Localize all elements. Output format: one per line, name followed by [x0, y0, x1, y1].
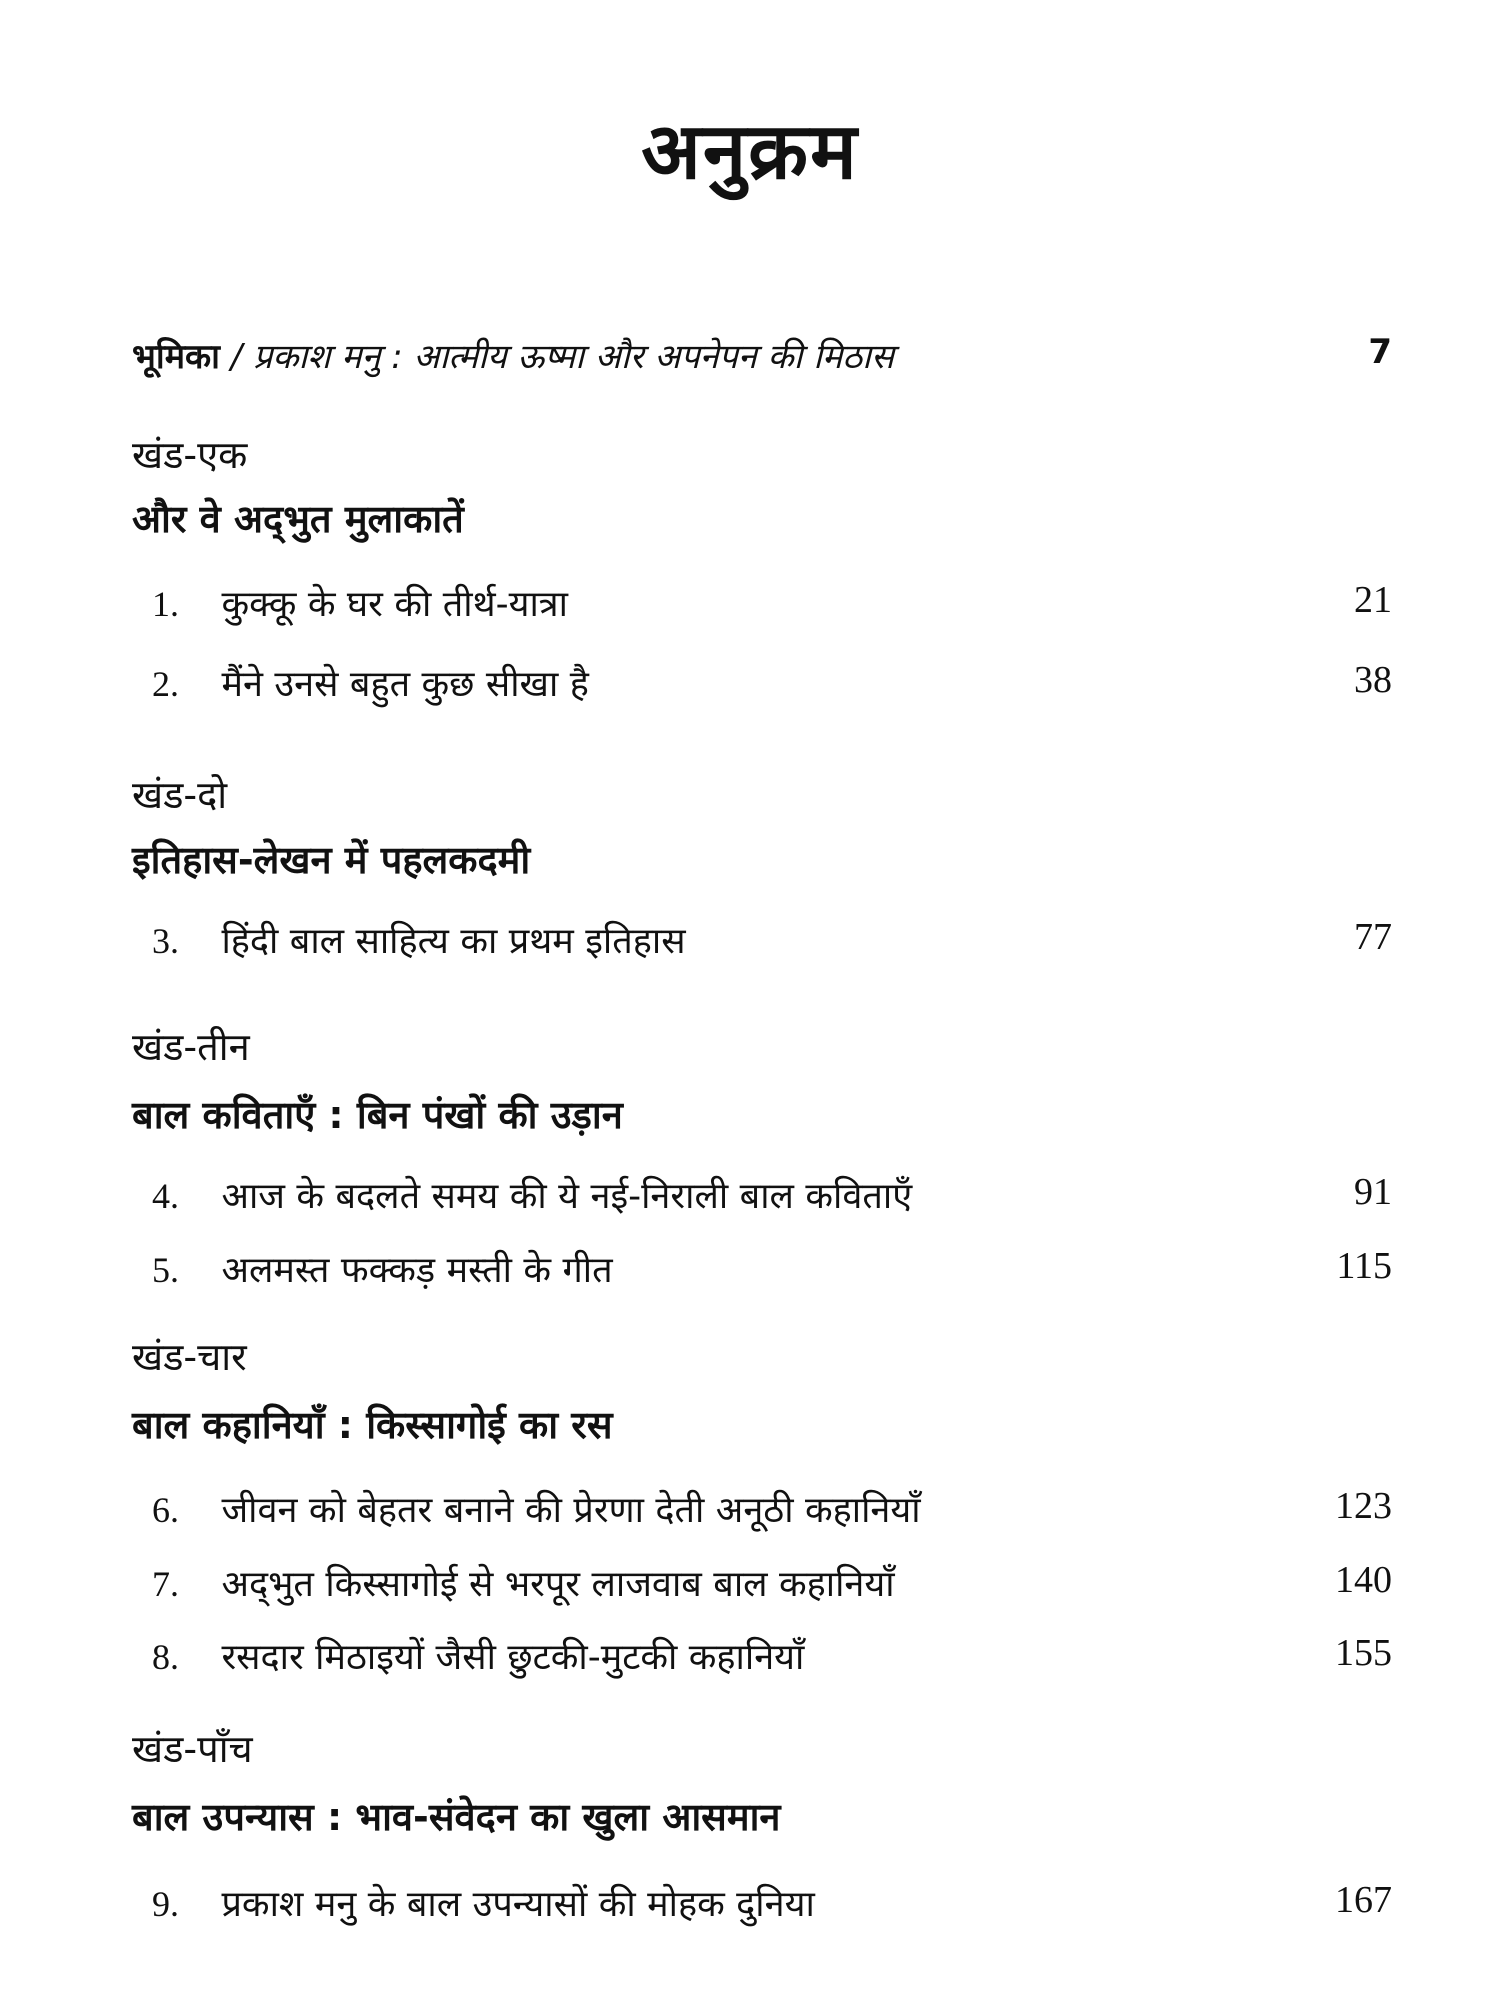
entry-number: 7. [152, 1564, 179, 1604]
intro-title: प्रकाश मनु : आत्मीय ऊष्मा और अपनेपन की मिठास [253, 337, 894, 377]
entry-number: 6. [152, 1490, 179, 1530]
entry-page-number: 123 [1335, 1485, 1392, 1527]
entry-page-number: 167 [1335, 1879, 1392, 1921]
entry-page-number: 155 [1335, 1632, 1392, 1674]
section-title: बाल कहानियाँ : किस्सागोई का रस [132, 1403, 613, 1447]
toc-entry [152, 1170, 1392, 1226]
entry-title: हिंदी बाल साहित्य का प्रथम इतिहास [221, 921, 686, 962]
entry-number: 1. [152, 584, 179, 624]
entry-title: कुक्कू के घर की तीर्थ-यात्रा [221, 584, 569, 625]
toc-entry [152, 658, 1392, 714]
entry-number: 8. [152, 1637, 179, 1677]
section-label: खंड-चार [132, 1335, 247, 1379]
section-label: खंड-तीन [132, 1025, 250, 1069]
intro-page-number: 7 [1368, 332, 1392, 372]
toc-entry [152, 578, 1392, 634]
entry-number: 5. [152, 1250, 179, 1290]
entry-number: 2. [152, 664, 179, 704]
toc-entry [152, 1244, 1392, 1300]
entry-page-number: 140 [1335, 1559, 1392, 1601]
entry-number: 4. [152, 1176, 179, 1216]
section-title: बाल उपन्यास : भाव-संवेदन का खुला आसमान [132, 1795, 781, 1839]
entry-page-number: 21 [1354, 579, 1392, 621]
entry-title: अद्‌भुत किस्सागोई से भरपूर लाजवाब बाल कहानियाँ [221, 1564, 895, 1605]
toc-entry [152, 1484, 1392, 1540]
entry-title: अलमस्त फक्कड़ मस्ती के गीत [221, 1250, 613, 1291]
entry-title: मैंने उनसे बहुत कुछ सीखा है [221, 664, 589, 705]
toc-entry [152, 915, 1392, 971]
intro-entry [132, 332, 1392, 392]
entry-number: 9. [152, 1884, 179, 1924]
page-title: अनुक्रम [641, 107, 859, 197]
section-label: खंड-दो [132, 773, 228, 817]
entry-title: आज के बदलते समय की ये नई-निराली बाल कविताएँ [221, 1176, 913, 1217]
entry-page-number: 91 [1354, 1171, 1392, 1213]
entry-page-number: 77 [1354, 916, 1392, 958]
toc-entry [152, 1878, 1392, 1934]
entry-title: रसदार मिठाइयों जैसी छुटकी-मुटकी कहानियाँ [221, 1637, 805, 1678]
intro-separator: / [230, 337, 243, 377]
entry-title: जीवन को बेहतर बनाने की प्रेरणा देती अनूठी कहानियाँ [221, 1490, 921, 1531]
toc-entry [152, 1631, 1392, 1687]
section-label: खंड-पाँच [132, 1727, 253, 1771]
section-title: और वे अद्‌भुत मुलाकातें [132, 497, 464, 541]
entry-page-number: 115 [1336, 1245, 1392, 1287]
entry-number: 3. [152, 921, 179, 961]
toc-entry [152, 1558, 1392, 1614]
intro-label: भूमिका [132, 337, 220, 377]
entry-title: प्रकाश मनु के बाल उपन्यासों की मोहक दुनिया [221, 1884, 815, 1925]
entry-page-number: 38 [1354, 659, 1392, 701]
section-title: बाल कविताएँ : बिन पंखों की उड़ान [132, 1093, 623, 1137]
section-label: खंड-एक [132, 433, 248, 477]
section-title: इतिहास-लेखन में पहलकदमी [132, 838, 531, 882]
